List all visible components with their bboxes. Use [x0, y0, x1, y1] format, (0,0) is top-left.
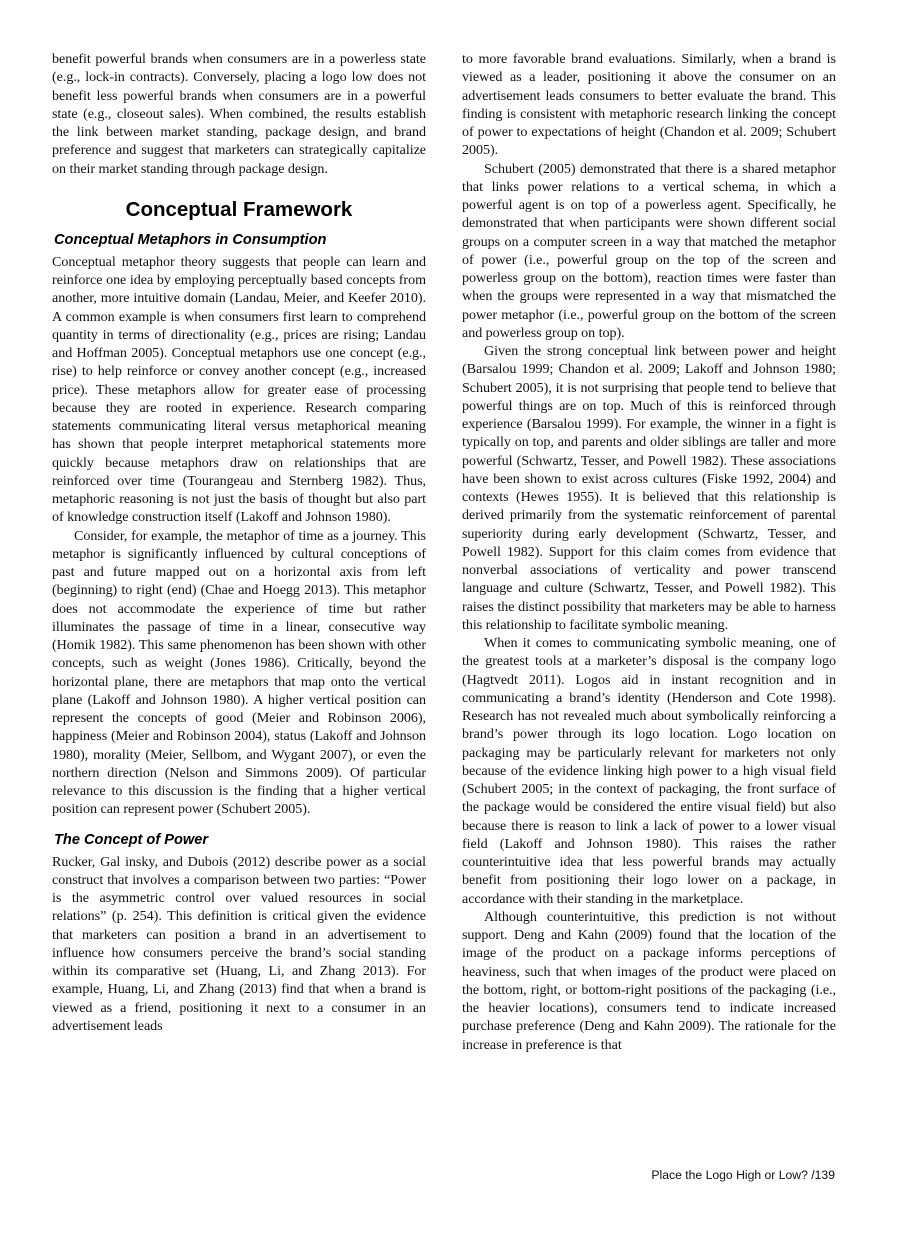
running-footer-page-number: Place the Logo High or Low? /139 [651, 1168, 835, 1182]
right-column [462, 50, 836, 1054]
body-paragraph: When it comes to communicating symbolic meaning, one of the greatest tools at a marketer’s disposal is the company logo (Hagtvedt 2011). Logos aid in instant recognition and in communicating a brand’s identity (Henderson and Cote 1998). Research has not revealed much about symbolically reinforcing a brand’s power through its logo location. Logo location on packaging may be particularly relevant for marketers not only because of the evidence linking high power to a high visual field (Schubert 2005; in the context of packaging, the front surface of the package would be considered the entire visual field) but also because there is reason to link a lack of power to a lower visual field (Lakoff and Johnson 1980). This raises the rather counterintuitive idea that less powerful brands may actually benefit from positioning their logo lower on a package, in accordance with their standing in the marketplace. [462, 635, 836, 907]
subsection-title-concept-of-power: The Concept of Power [54, 831, 209, 848]
section-title-conceptual-framework: Conceptual Framework [125, 197, 353, 221]
body-paragraph: Although counterintuitive, this prediction is not without support. Deng and Kahn (2009) found that the location of the image of the product on a package informs perceptions of heaviness, such that when images of the product were placed on the bottom, right, or bottom-right positions of the packaging (i.e., the heavier locations), consumers tend to indicate increased purchase preference (Deng and Kahn 2009). The rationale for the increase in preference is that [462, 908, 836, 1053]
left-column [52, 50, 426, 1035]
body-paragraph: Conceptual metaphor theory suggests that people can learn and reinforce one idea by employing perceptually based concepts from another, more intuitive domain (Landau, Meier, and Keefer 2010). A common example is when consumers first learn to comprehend quantity in terms of directionality (e.g., prices are rising; Landau and Hoffman 2005). Conceptual metaphors use one concept (e.g., rise) to help reinforce or convey another concept (e.g., increased price). These metaphors allow for greater ease of processing because they are rooted in experience. Research comparing statements communicating literal versus metaphorical meaning has shown that people interpret metaphorical statements more quickly because metaphors draw on relationships that are reinforced over time (Tourangeau and Sternberg 1982). Thus, metaphoric reasoning is not just the basis of thought but also part of knowledge construction itself (Lakoff and Johnson 1980). [52, 253, 426, 526]
intro-paragraph: benefit powerful brands when consumers are in a powerless state (e.g., lock-in contracts). Conversely, placing a logo low does not benefit less powerful brands when consumers are in a powerful state (e.g., closeout sales). When combined, the results establish the link between market standing, package design, and brand preference and suggest that marketers can strategically capitalize on their market standing through package design. [52, 51, 426, 177]
body-paragraph: Consider, for example, the metaphor of time as a journey. This metaphor is significantly influenced by cultural conceptions of past and future mapped out on a horizontal axis from left (beginning) to right (end) (Chae and Hoegg 2013). This metaphor does not accommodate the experience of time but rather illuminates the passage of time in a linear, consecutive way (Homik 1982). This same phenomenon has been shown with other concepts, such as weight (Jones 1986). Critically, beyond the horizontal plane, there are metaphors that map onto the vertical plane (Lakoff and Johnson 1980). A higher vertical position can represent the concepts of good (Meier and Robinson 2006), happiness (Meier and Robinson 2004), status (Lakoff and Johnson 1980), morality (Meier, Sellbom, and Wygant 2007), or even the northern direction (Nelson and Simmons 2009). Of particular relevance to this discussion is the finding that a higher vertical position can represent power (Schubert 2005). [52, 527, 426, 818]
body-paragraph: Schubert (2005) demonstrated that there is a shared metaphor that links power relations to a vertical schema, in which a powerful agent is on top of a powerless agent. Specifically, he demonstrated that when participants were shown different social groups on a computer screen in a way that matched the metaphor of power (i.e., powerful group on the top of the screen and powerless group on the bottom), reaction times were faster than when the groups were represented in a way that mismatched the power metaphor (i.e., powerful group on the bottom of the screen and powerless group on top). [462, 160, 836, 341]
subsection-title-conceptual-metaphors: Conceptual Metaphors in Consumption [54, 231, 327, 248]
body-paragraph: to more favorable brand evaluations. Similarly, when a brand is viewed as a leader, positioning it above the consumer on an advertisement leads consumers to better evaluate the brand. This finding is consistent with metaphoric research linking the concept of power to expectations of height (Chandon et al. 2009; Schubert 2005). [462, 51, 836, 159]
body-paragraph: Given the strong conceptual link between power and height (Barsalou 1999; Chandon et al. 2009; Lakoff and Johnson 1980; Schubert 2005), it is not surprising that people tend to believe that powerful things are on top. Much of this is reinforced through experience (Barsalou 1999). For example, the winner in a fight is typically on top, and parents and older siblings are taller and more powerful (Schwartz, Tesser, and Powell 1982). These associations have been shown to exist across cultures (Fiske 1992, 2004) and contexts (Hewes 1955). It is believed that this relationship is derived primarily from the systematic reinforcement of parental superiority during early development (Schwartz, Tesser, and Powell 1982). Support for this claim comes from evidence that nonverbal associations of verticality and power transcend language and culture (Schwartz, Tesser, and Powell 1982). This raises the distinct possibility that marketers may be able to harness this relationship to facilitate symbolic meaning. [462, 343, 836, 633]
body-paragraph: Rucker, Gal insky, and Dubois (2012) describe power as a social construct that involves a comparison between two parties: “Power is the asymmetric control over valued resources in social relations” (p. 254). This definition is critical given the evidence that marketers can position a brand in an advertisement to influence how consumers perceive the brand’s social standing within its comparative set (Huang, Li, and Zhang 2013). For example, Huang, Li, and Zhang (2013) find that when a brand is viewed as a friend, positioning it next to a consumer in an advertisement leads [52, 853, 426, 1034]
